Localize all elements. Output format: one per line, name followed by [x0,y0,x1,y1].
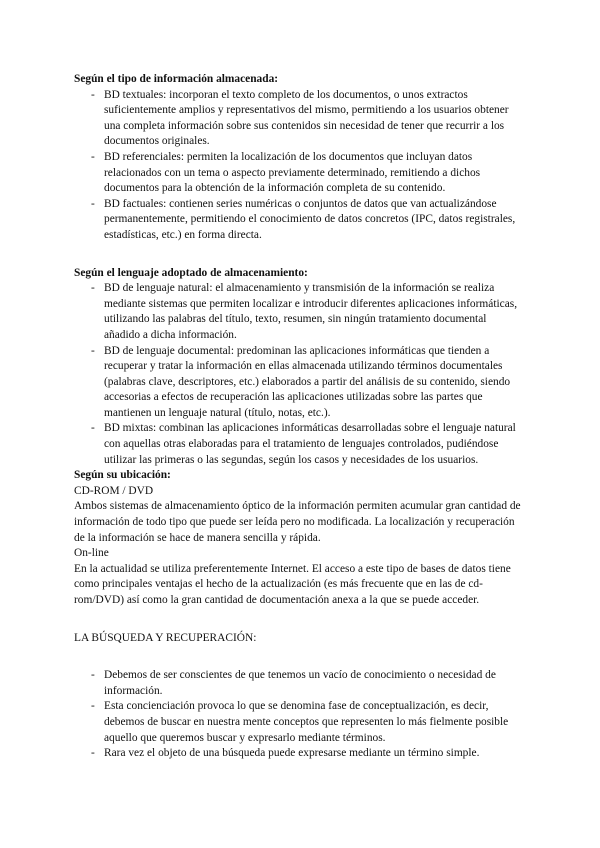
list-item: - Rara vez el objeto de una búsqueda puede expresarse mediante un término simple. [74,746,522,762]
section-location [74,468,522,608]
list-item: - BD de lenguaje natural: el almacenamiento y transmisión de la información se realiza mediante sistemas que permiten localizar e introducir diferentes aplicaciones informáticas, utilizando las palabras del título, texto, resumen, sin ningún tratamiento documental añadido a dicha información. [74,281,522,343]
document-content [74,72,522,762]
list-item: - BD referenciales: permiten la localización de los documentos que incluyan datos relacionados con un tema o aspecto previamente determinado, remitiendo a dichos documentos para la obtención de la información completa de su contenido. [74,150,522,197]
list-item: - BD factuales: contienen series numéricas o conjuntos de datos que van actualizándose permanentemente, permitiendo el conocimiento de datos concretos (IPC, datos registrales, estadísticas, etc.) en forma directa. [74,197,522,244]
cdrom-subheading: CD-ROM / DVD [74,484,154,497]
list-item: - BD de lenguaje documental: predominan las aplicaciones informáticas que tienden a recuperar y tratar la información en ellas almacenada utilizando términos documentales (palabras clave, descriptores, etc.) elaborados a partir del análisis de su contenido, siendo accesorias a efectos de recuperación las aplicaciones utilizadas sobre las partes que mantienen un lenguaje natural (título, notas, etc.). [74,344,522,422]
spacer [74,244,522,266]
bullet-list [74,281,522,468]
section-heading: Según el lenguaje adoptado de almacenamiento: [74,266,308,279]
online-paragraph: En la actualidad se utiliza preferentemente Internet. El acceso a este tipo de bases de datos tiene como principales ventajas el hecho de la actualización (es más frecuente que en las de cd-rom/DVD) así como la gran cantidad de documentación anexa a la que se puede acceder. [74,562,511,606]
list-item: - BD textuales: incorporan el texto completo de los documentos, o unos extractos suficientemente amplios y representativos del mismo, permitiendo a los usuarios obtener una completa información sobre sus contenidos sin necesidad de tener que recurrir a los documentos originales. [74,88,522,150]
spacer [74,646,522,668]
list-item: - Esta concienciación provoca lo que se denomina fase de conceptualización, es decir, debemos de buscar en nuestra mente conceptos que representen lo más fielmente posible aquello que queremos buscar y expresarlo mediante términos. [74,699,522,746]
online-subheading: On-line [74,547,109,560]
list-item: - Debemos de ser conscientes de que tenemos un vacío de conocimiento o necesidad de información. [74,668,522,699]
spacer [74,609,522,631]
section-storage-language [74,266,522,469]
cdrom-paragraph: Ambos sistemas de almacenamiento óptico de la información permiten acumular gran cantidad de información de todo tipo que puede ser leída pero no modificada. La localización y recuperación de la información se hace de manera sencilla y rápida. [74,500,521,544]
section-heading: Según el tipo de información almacenada: [74,73,279,85]
bullet-list [74,88,522,244]
search-title: LA BÚSQUEDA Y RECUPERACIÓN: [74,631,257,644]
section-heading: Según su ubicación: [74,469,171,482]
list-item: - BD mixtas: combinan las aplicaciones informáticas desarrolladas sobre el lenguaje natural con aquellas otras elaboradas para el tratamiento de lenguajes controlados, pudiéndose utilizar las primeras o las segundas, según los casos y necesidades de los usuarios. [74,421,522,468]
section-search [74,631,522,762]
bullet-list [74,668,522,762]
section-information-type [74,72,522,244]
